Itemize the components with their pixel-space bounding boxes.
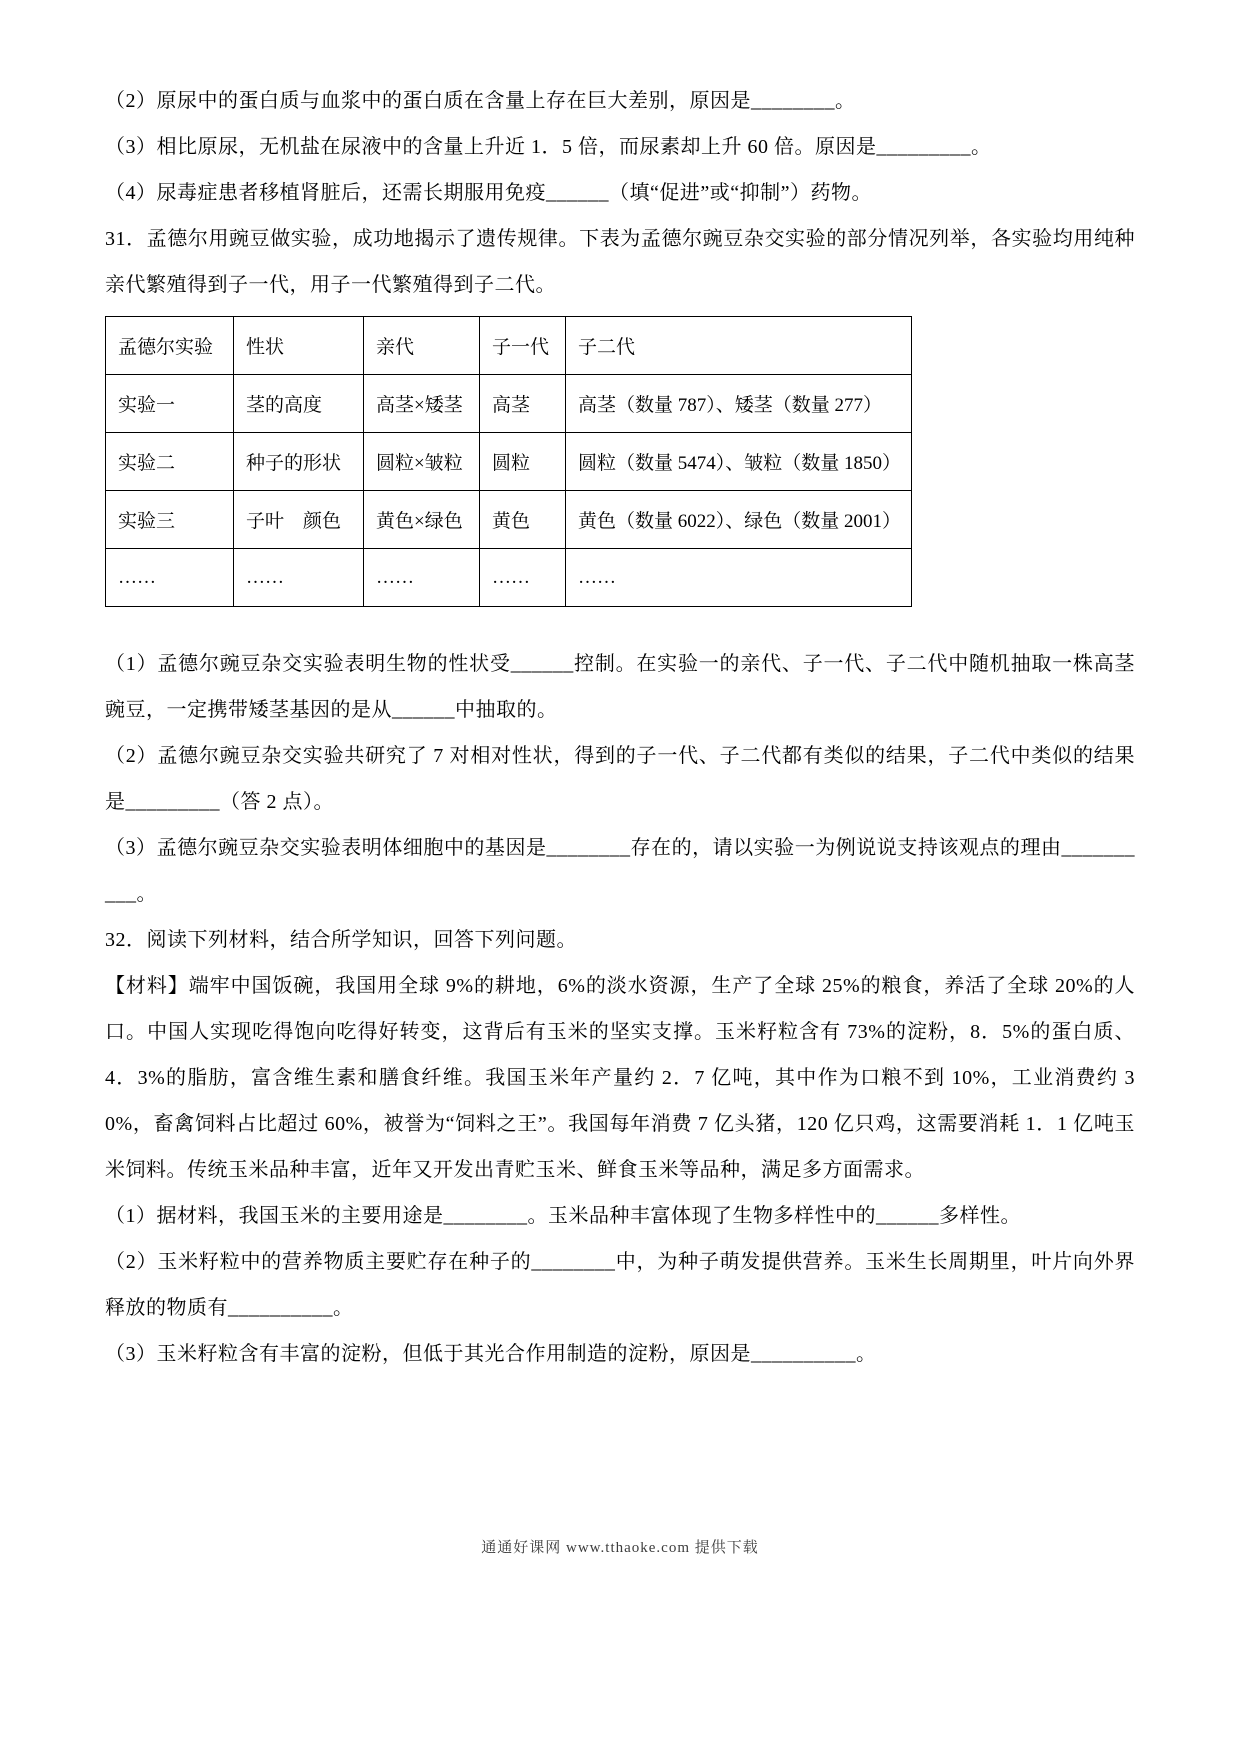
table-cell: 高茎 (480, 375, 566, 433)
table-header-row (106, 317, 912, 375)
table-header-cell: 性状 (234, 317, 364, 375)
q30-item-4: （4）尿毒症患者移植肾脏后，还需长期服用免疫______（填“促进”或“抑制”）药物。 (105, 182, 873, 204)
q31-item-1: （1）孟德尔豌豆杂交实验表明生物的性状受______控制。在实验一的亲代、子一代、子二代中随机抽取一株高茎豌豆，一定携带矮茎基因的是从______中抽取的。 (105, 653, 1135, 721)
table-cell: 种子的形状 (234, 433, 364, 491)
q32-item-2: （2）玉米籽粒中的营养物质主要贮存在种子的________中，为种子萌发提供营养。玉米生长周期里，叶片向外界释放的物质有__________。 (105, 1251, 1135, 1319)
table-row (106, 433, 912, 491)
table-cell: 实验三 (106, 491, 234, 549)
table-cell: 子叶 颜色 (234, 491, 364, 549)
q31-item-3: （3）孟德尔豌豆杂交实验表明体细胞中的基因是________存在的，请以实验一为例说说支持该观点的理由__________。 (105, 837, 1135, 905)
table-header-cell: 子二代 (566, 317, 912, 375)
table-cell: 圆粒（数量 5474）、皱粒（数量 1850） (566, 433, 912, 491)
table-cell: 黄色×绿色 (364, 491, 480, 549)
q32-item-1: （1）据材料，我国玉米的主要用途是________。玉米品种丰富体现了生物多样性中的______多样性。 (105, 1205, 1021, 1227)
table-cell: 圆粒×皱粒 (364, 433, 480, 491)
page-footer: 通通好课网 www.tthaoke.com 提供下载 (481, 1540, 759, 1556)
table-cell: …… (480, 549, 566, 607)
table-cell: …… (106, 549, 234, 607)
q31-intro: 31．孟德尔用豌豆做实验，成功地揭示了遗传规律。下表为孟德尔豌豆杂交实验的部分情况列举，各实验均用纯种亲代繁殖得到子一代，用子一代繁殖得到子二代。 (105, 228, 1135, 296)
q32-intro: 32．阅读下列材料，结合所学知识，回答下列问题。 (105, 929, 577, 951)
table-cell: 圆粒 (480, 433, 566, 491)
q31-experiment-table (105, 316, 912, 607)
table-cell: 黄色（数量 6022）、绿色（数量 2001） (566, 491, 912, 549)
table-row (106, 375, 912, 433)
document-content (105, 0, 1135, 1377)
q32-item-3: （3）玉米籽粒含有丰富的淀粉，但低于其光合作用制造的淀粉，原因是__________。 (105, 1343, 877, 1365)
table-cell: …… (234, 549, 364, 607)
table-cell: 实验二 (106, 433, 234, 491)
table-cell: 高茎（数量 787）、矮茎（数量 277） (566, 375, 912, 433)
table-header-cell: 孟德尔实验 (106, 317, 234, 375)
table-cell: 高茎×矮茎 (364, 375, 480, 433)
table-header-cell: 子一代 (480, 317, 566, 375)
table-cell: …… (364, 549, 480, 607)
table-cell: 黄色 (480, 491, 566, 549)
table-row (106, 549, 912, 607)
table-cell: …… (566, 549, 912, 607)
table-row (106, 491, 912, 549)
q30-item-2: （2）原尿中的蛋白质与血浆中的蛋白质在含量上存在巨大差别，原因是________。 (105, 90, 856, 112)
table-cell: 茎的高度 (234, 375, 364, 433)
q31-item-2: （2）孟德尔豌豆杂交实验共研究了 7 对相对性状，得到的子一代、子二代都有类似的结果，子二代中类似的结果是_________（答 2 点）。 (105, 745, 1135, 813)
table-cell: 实验一 (106, 375, 234, 433)
table-header-cell: 亲代 (364, 317, 480, 375)
q30-item-3: （3）相比原尿，无机盐在尿液中的含量上升近 1．5 倍，而尿素却上升 60 倍。原因是_________。 (105, 136, 992, 158)
q32-material: 【材料】端牢中国饭碗，我国用全球 9%的耕地，6%的淡水资源，生产了全球 25%的粮食，养活了全球 20%的人口。中国人实现吃得饱向吃得好转变，这背后有玉米的坚实支撑。玉米籽粒含有 73%的淀粉，8．5%的蛋白质、4．3%的脂肪，富含维生素和膳食纤维。我国玉米年产量约 2．7 亿吨，其中作为口粮不到 10%，工业消费约 30%，畜禽饲料占比超过 60%，被誉为“饲料之王”。我国每年消费 7 亿头猪，120 亿只鸡，这需要消耗 1．1 亿吨玉米饲料。传统玉米品种丰富，近年又开发出青贮玉米、鲜食玉米等品种，满足多方面需求。 (105, 975, 1135, 1181)
